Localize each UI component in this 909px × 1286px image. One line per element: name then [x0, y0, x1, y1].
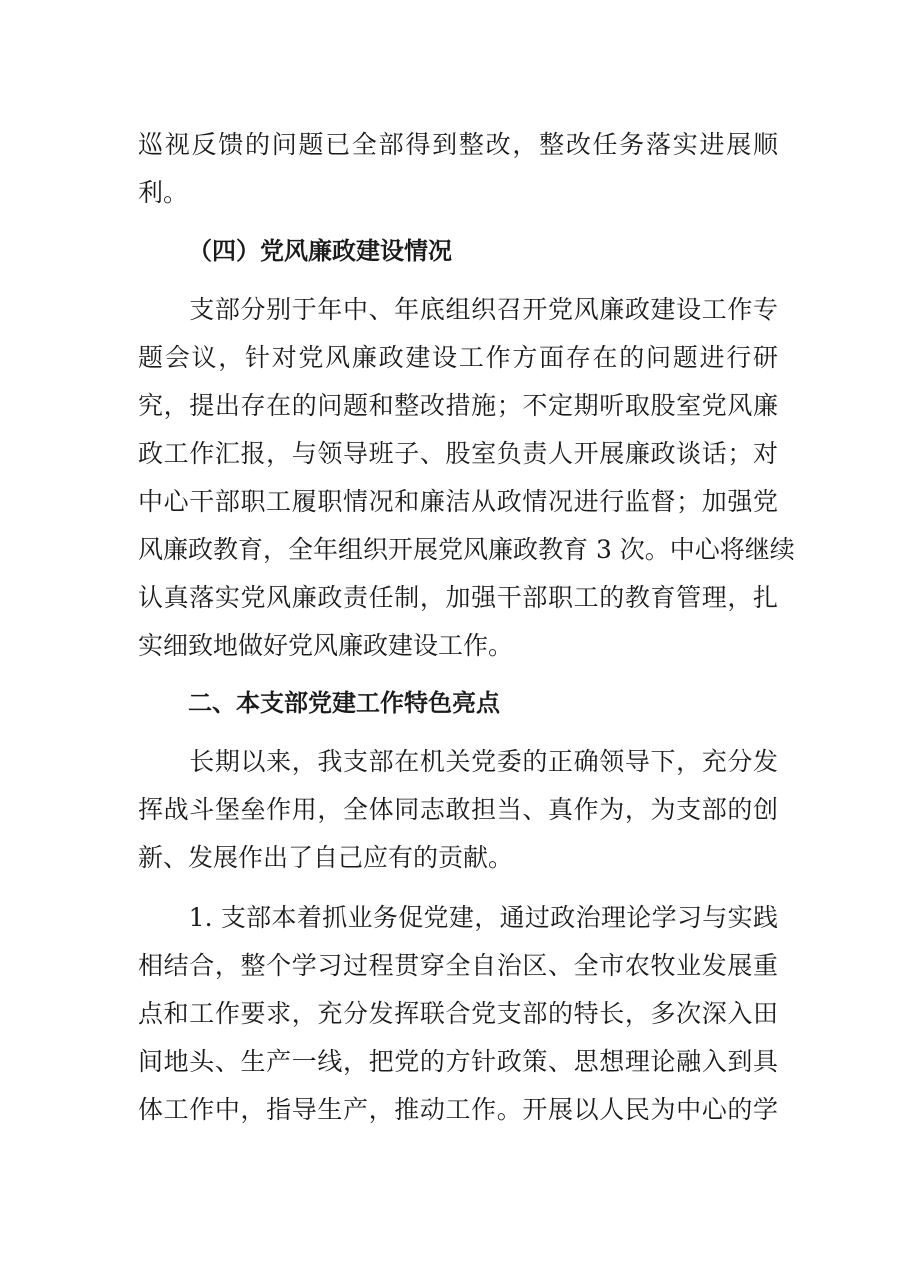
paragraph-line: 支部分别于年中、年底组织召开党风廉政建设工作专	[138, 295, 778, 324]
paragraph-line: 点和工作要求，充分发挥联合党支部的特长，多次深入田	[138, 999, 778, 1028]
paragraph-line: 认真落实党风廉政责任制，加强干部职工的教育管理，扎	[138, 583, 778, 612]
paragraph-line: 题会议，针对党风廉政建设工作方面存在的问题进行研	[138, 343, 778, 372]
paragraph-line: 间地头、生产一线，把党的方针政策、思想理论融入到具	[138, 1047, 778, 1076]
section-heading-2: 二、本支部党建工作特色亮点	[188, 689, 500, 717]
section-heading-4: （四）党风廉政建设情况	[188, 237, 452, 265]
paragraph-line: 巡视反馈的问题已全部得到整改，整改任务落实进展顺	[138, 130, 778, 159]
paragraph-line: 风廉政教育，全年组织开展党风廉政教育 3 次。中心将继续	[138, 535, 795, 564]
paragraph-line: 利。	[138, 178, 189, 207]
paragraph-line: 实细致地做好党风廉政建设工作。	[138, 631, 514, 660]
paragraph-line: 1. 支部本着抓业务促党建，通过政治理论学习与实践	[138, 903, 778, 932]
paragraph-line: 挥战斗堡垒作用，全体同志敢担当、真作为，为支部的创	[138, 795, 778, 824]
paragraph-line: 相结合，整个学习过程贯穿全自治区、全市农牧业发展重	[138, 951, 778, 980]
paragraph-line: 政工作汇报，与领导班子、股室负责人开展廉政谈话；对	[138, 439, 778, 468]
paragraph-line: 究，提出存在的问题和整改措施；不定期听取股室党风廉	[138, 391, 778, 420]
paragraph-line: 长期以来，我支部在机关党委的正确领导下，充分发	[138, 747, 778, 776]
paragraph-line: 新、发展作出了自己应有的贡献。	[138, 843, 514, 872]
paragraph-line: 体工作中，指导生产，推动工作。开展以人民为中心的学	[138, 1095, 778, 1124]
paragraph-line: 中心干部职工履职情况和廉洁从政情况进行监督；加强党	[138, 487, 778, 516]
